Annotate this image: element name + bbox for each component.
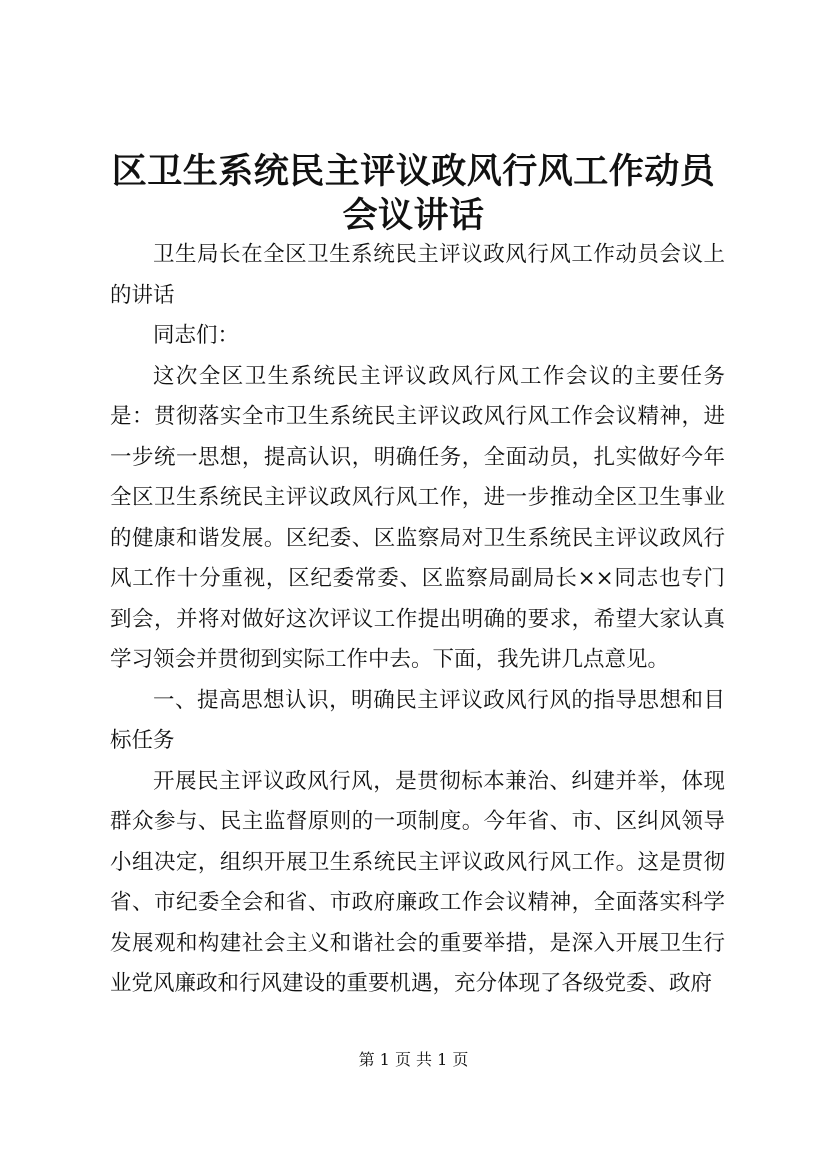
- section-heading-1: 一、提高思想认识，明确民主评议政风行风的指导思想和目标任务: [110, 687, 725, 753]
- body-paragraph-2: 开展民主评议政风行风，是贯彻标本兼治、纠建并举，体现群众参与、民主监督原则的一项制度。今年省、市、区纠风领导小组决定，组织开展卫生系统民主评议政风行风工作。这是贯彻省、市纪委全会和省、市政府廉政工作会议精神，全面落实科学发展观和构建社会主义和谐社会的重要举措，是深入开展卫生行业党风廉政和行风建设的重要机遇，充分体现了各级党委、政府: [110, 768, 725, 996]
- salutation-paragraph: 同志们：: [153, 323, 240, 348]
- subtitle-paragraph: 卫生局长在全区卫生系统民主评议政风行风工作动员会议上的讲话: [110, 242, 725, 308]
- document-title-text: 区卫生系统民主评议政风行风工作动员会议讲话: [111, 151, 716, 236]
- document-body: [110, 235, 725, 1005]
- page-footer: [0, 1050, 827, 1070]
- page-number-label: 第 1 页 共 1 页: [358, 1050, 469, 1069]
- body-paragraph-1: 这次全区卫生系统民主评议政风行风工作会议的主要任务是：贯彻落实全市卫生系统民主评议政风行风工作会议精神，进一步统一思想，提高认识，明确任务，全面动员，扎实做好今年全区卫生系统民主评议政风行风工作，进一步推动全区卫生事业的健康和谐发展。区纪委、区监察局对卫生系统民主评议政风行风工作十分重视，区纪委常委、区监察局副局长××同志也专门到会，并将对做好这次评议工作提出明确的要求，希望大家认真学习领会并贯彻到实际工作中去。下面，我先讲几点意见。: [110, 363, 725, 672]
- document-title: [100, 150, 727, 238]
